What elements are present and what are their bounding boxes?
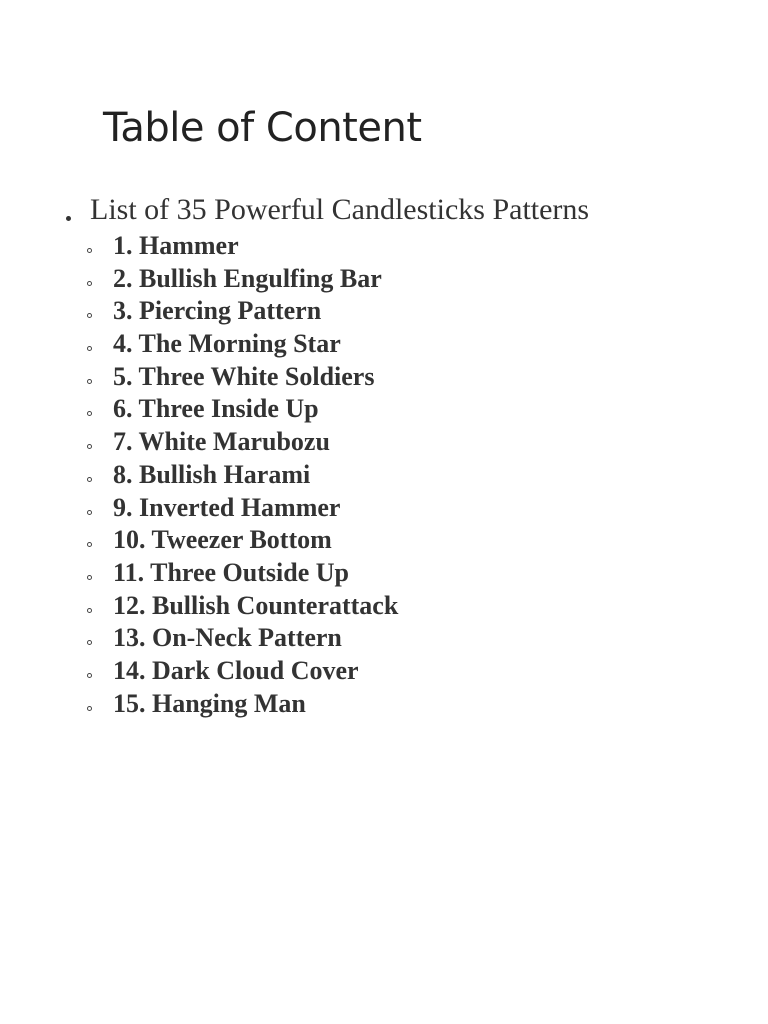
toc-item-label[interactable]: 2. Bullish Engulfing Bar bbox=[113, 263, 382, 293]
bullet-circle-icon bbox=[87, 542, 92, 547]
toc-item-label[interactable]: 13. On-Neck Pattern bbox=[113, 623, 342, 653]
toc-item-label[interactable]: 1. Hammer bbox=[113, 231, 239, 260]
bullet-circle-icon bbox=[87, 346, 92, 351]
toc-item-label[interactable]: 3. Piercing Pattern bbox=[113, 296, 322, 326]
toc-item-label[interactable]: 11. Three Outside Up bbox=[113, 557, 349, 587]
bullet-circle-icon bbox=[87, 379, 92, 384]
bullet-circle-icon bbox=[87, 510, 92, 515]
bullet-circle-icon bbox=[87, 640, 92, 645]
bullet-disc-icon bbox=[66, 216, 71, 221]
bullet-circle-icon bbox=[87, 706, 92, 711]
toc-item-label[interactable]: 4. The Morning Star bbox=[113, 329, 341, 359]
bullet-circle-icon bbox=[87, 444, 92, 449]
toc-section-label[interactable]: List of 35 Powerful Candlesticks Patterns bbox=[90, 193, 590, 226]
bullet-circle-icon bbox=[87, 477, 92, 482]
bullet-circle-icon bbox=[87, 673, 92, 678]
toc-item-label[interactable]: 7. White Marubozu bbox=[113, 427, 330, 457]
toc-item-label[interactable]: 6. Three Inside Up bbox=[113, 394, 319, 424]
toc-item-label[interactable]: 14. Dark Cloud Cover bbox=[113, 655, 359, 685]
bullet-circle-icon bbox=[87, 575, 92, 580]
toc-item-label[interactable]: 15. Hanging Man bbox=[113, 688, 306, 718]
bullet-circle-icon bbox=[87, 608, 92, 613]
bullet-circle-icon bbox=[87, 281, 92, 286]
bullet-circle-icon bbox=[87, 313, 92, 318]
bullet-circle-icon bbox=[87, 411, 92, 416]
toc-item-label[interactable]: 5. Three White Soldiers bbox=[113, 361, 375, 391]
toc-item-label[interactable]: 9. Inverted Hammer bbox=[113, 492, 341, 522]
bullet-circle-icon bbox=[87, 248, 92, 253]
toc-item-label[interactable]: 10. Tweezer Bottom bbox=[113, 525, 332, 555]
toc-item-label[interactable]: 12. Bullish Counterattack bbox=[113, 590, 399, 620]
toc-item-label[interactable]: 8. Bullish Harami bbox=[113, 459, 311, 489]
page-title: Table of Content bbox=[103, 105, 422, 151]
